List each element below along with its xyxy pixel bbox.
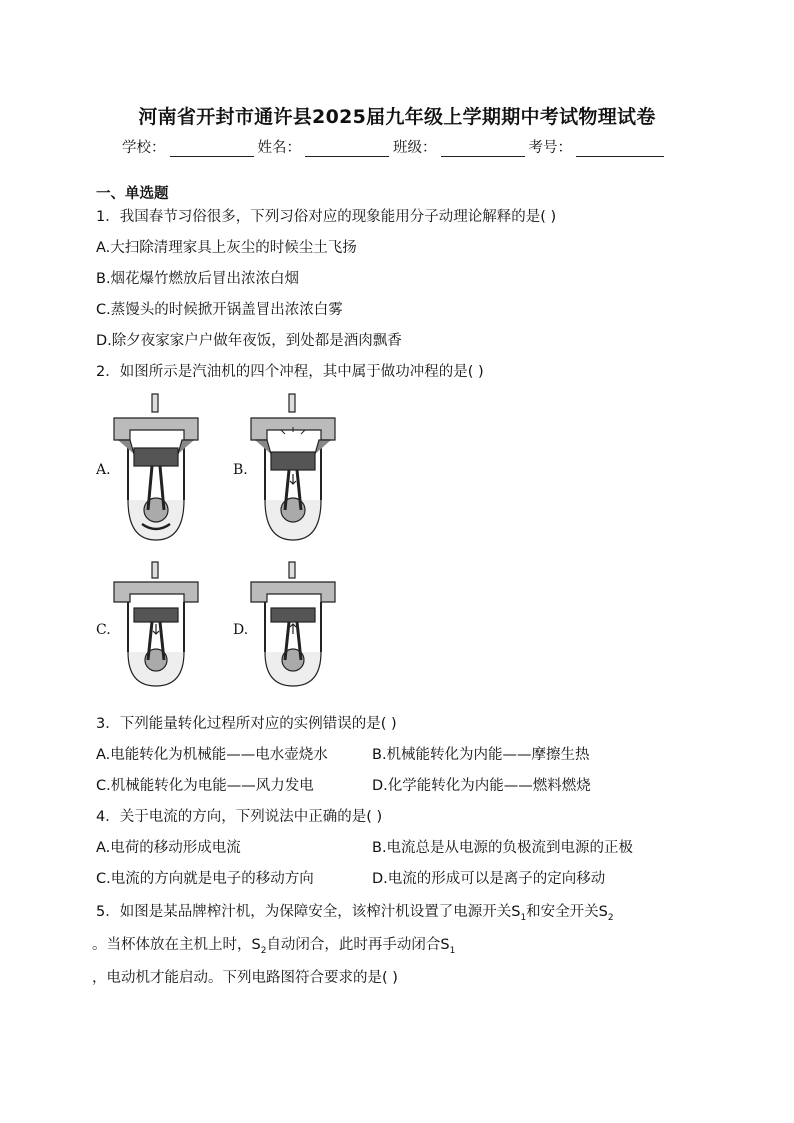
q2-option-c-label: C. xyxy=(96,622,111,638)
q4-option-a: A.电荷的移动形成电流 xyxy=(96,840,241,856)
q5-line2-a: 。当杯体放在主机上时，S xyxy=(92,937,261,953)
school-label: 学校： xyxy=(122,140,166,156)
q1-option-d: D.除夕夜家家户户做年夜饭，到处都是酒肉飘香 xyxy=(96,333,402,349)
number-label: 考号： xyxy=(528,140,572,156)
q2-option-b-label: B. xyxy=(233,462,248,478)
q5-line1-mid: 和安全开关S xyxy=(526,904,608,920)
q5-line2 xyxy=(92,933,455,956)
q3-stem: 3．下列能量转化过程所对应的实例错误的是( ) xyxy=(96,716,397,732)
name-blank[interactable] xyxy=(305,140,389,157)
student-info-row xyxy=(122,136,668,157)
q3-option-b: B.机械能转化为内能——摩擦生热 xyxy=(372,747,590,763)
q5-line3: ，电动机才能启动。下列电路图符合要求的是( ) xyxy=(92,970,398,986)
exam-title: 河南省开封市通许县2025届九年级上学期期中考试物理试卷 xyxy=(138,106,656,128)
q4-option-c: C.电流的方向就是电子的移动方向 xyxy=(96,871,314,887)
engine-diagram-c xyxy=(108,560,204,690)
q5-line2-s2-sub: 2 xyxy=(260,945,267,956)
q2-stem: 2．如图所示是汽油机的四个冲程，其中属于做功冲程的是( ) xyxy=(96,364,484,380)
q5-s1-sub: 1 xyxy=(520,912,527,923)
section-heading: 一、单选题 xyxy=(96,186,169,202)
class-label: 班级： xyxy=(393,140,437,156)
q4-stem: 4．关于电流的方向，下列说法中正确的是( ) xyxy=(96,809,383,825)
name-label: 姓名： xyxy=(257,140,301,156)
q5-line1-text: 5．如图是某品牌榨汁机，为保障安全，该榨汁机设置了电源开关S xyxy=(96,904,521,920)
q4-option-d: D.电流的形成可以是离子的定向移动 xyxy=(372,871,606,887)
q3-option-d: D.化学能转化为内能——燃料燃烧 xyxy=(372,778,591,794)
number-blank[interactable] xyxy=(576,140,664,157)
q5-line1 xyxy=(96,900,614,923)
engine-diagram-a xyxy=(108,392,204,544)
q4-option-b: B.电流总是从电源的负极流到电源的正极 xyxy=(372,840,634,856)
q3-option-c: C.机械能转化为电能——风力发电 xyxy=(96,778,314,794)
q1-option-b: B.烟花爆竹燃放后冒出浓浓白烟 xyxy=(96,271,300,287)
engine-diagram-b xyxy=(245,392,341,544)
q5-line2-b: 自动闭合，此时再手动闭合S xyxy=(266,937,450,953)
q2-option-a-label: A. xyxy=(96,462,111,478)
engine-diagram-d xyxy=(245,560,341,690)
q2-option-d-label: D. xyxy=(233,622,249,638)
q1-option-a: A.大扫除清理家具上灰尘的时候尘土飞扬 xyxy=(96,240,357,256)
school-blank[interactable] xyxy=(170,140,254,157)
q5-line2-s1-sub: 1 xyxy=(449,945,456,956)
class-blank[interactable] xyxy=(441,140,525,157)
q1-option-c: C.蒸馒头的时候掀开锅盖冒出浓浓白雾 xyxy=(96,302,343,318)
q5-s2-sub: 2 xyxy=(607,912,614,923)
q3-option-a: A.电能转化为机械能——电水壶烧水 xyxy=(96,747,328,763)
q1-stem: 1．我国春节习俗很多，下列习俗对应的现象能用分子动理论解释的是( ) xyxy=(96,209,557,225)
